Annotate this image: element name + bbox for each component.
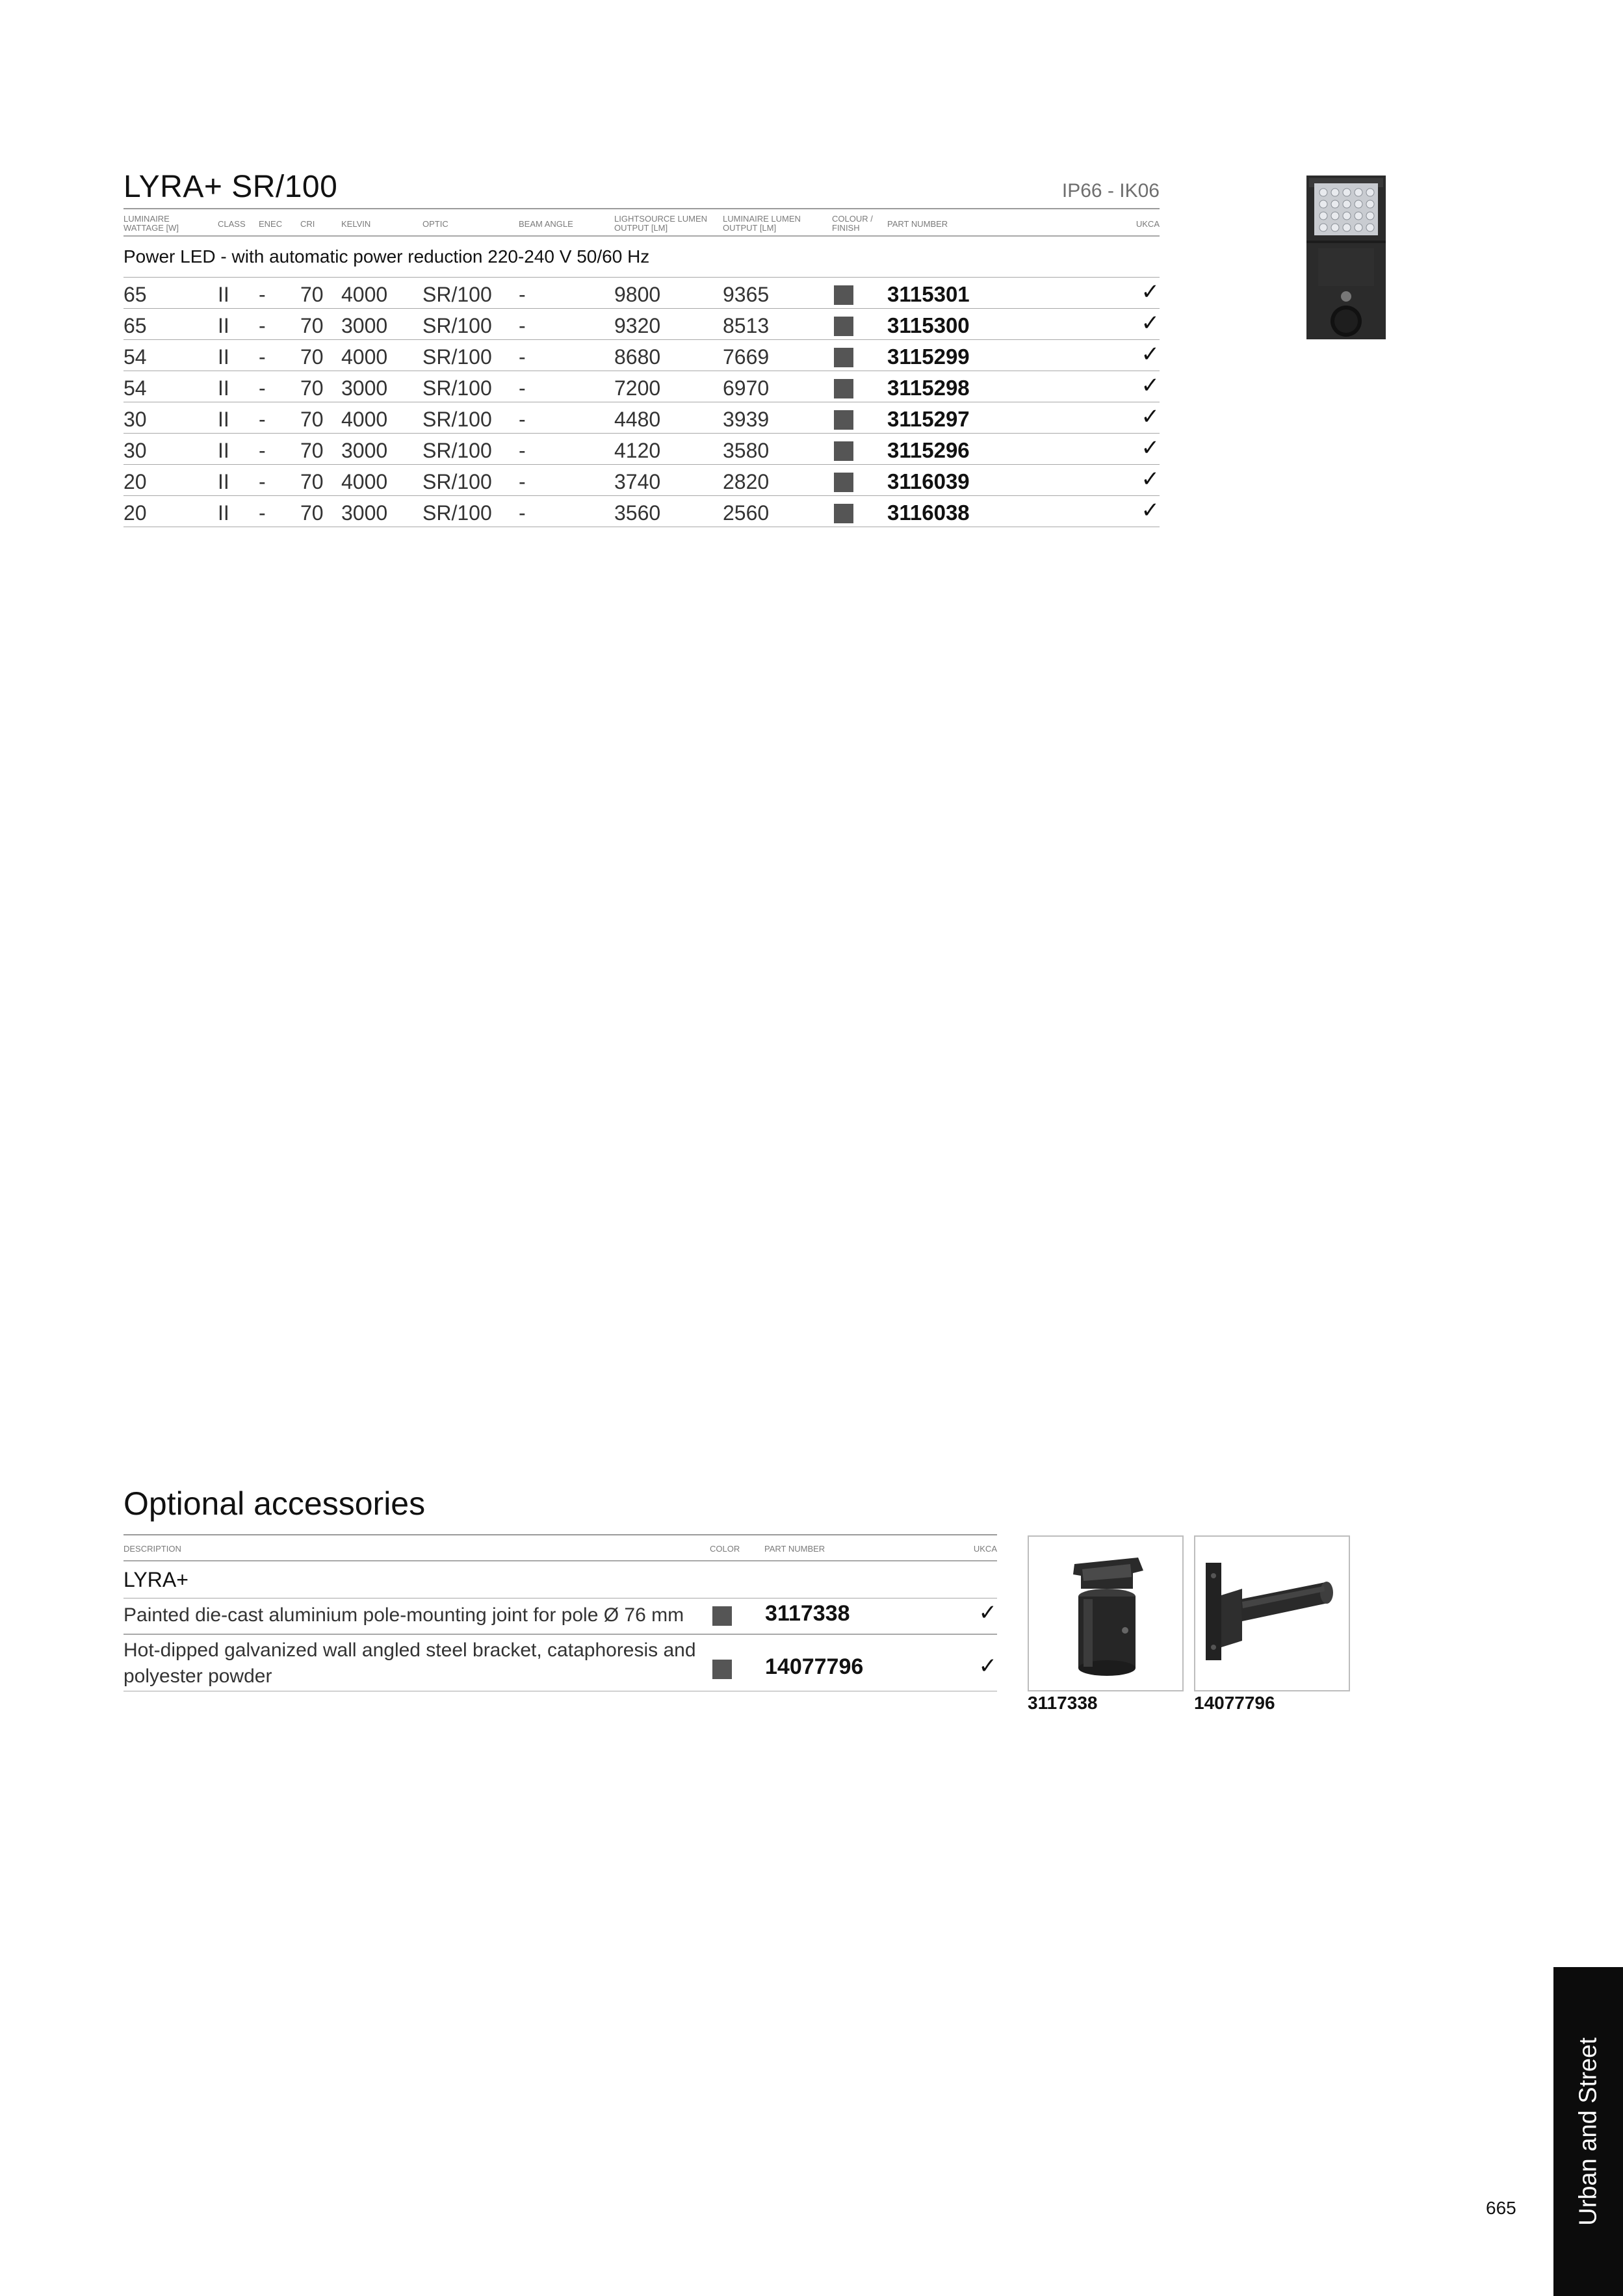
wattage-cell: 65: [123, 314, 147, 337]
page-number: 665: [1486, 2198, 1516, 2218]
acc-header-ukca: UKCA: [973, 1544, 997, 1554]
optic-cell: SR/100: [422, 501, 492, 525]
header-ukca: UKCA: [1136, 219, 1160, 229]
finish-swatch: [834, 473, 853, 492]
product-table: [123, 208, 1160, 527]
ukca-check-icon: ✓: [978, 1653, 997, 1678]
table-row: [123, 465, 1160, 495]
class-cell: II: [218, 283, 229, 306]
enec-cell: -: [259, 470, 266, 493]
part-number-cell: 3116039: [887, 469, 970, 493]
cri-cell: 70: [300, 439, 324, 462]
ukca-check-icon: ✓: [1141, 373, 1160, 398]
beam-angle-cell: -: [519, 376, 526, 400]
ukca-check-icon: ✓: [1141, 498, 1160, 523]
wattage-cell: 30: [123, 408, 147, 431]
kelvin-cell: 3000: [341, 376, 388, 400]
enec-cell: -: [259, 345, 266, 369]
beam-angle-cell: -: [519, 283, 526, 306]
table-row: [123, 402, 1160, 433]
beam-angle-cell: -: [519, 439, 526, 462]
optic-cell: SR/100: [422, 439, 492, 462]
finish-swatch: [834, 504, 853, 523]
optic-cell: SR/100: [422, 408, 492, 431]
beam-angle-cell: -: [519, 408, 526, 431]
class-cell: II: [218, 439, 229, 462]
acc-header-color: COLOR: [710, 1544, 740, 1554]
enec-cell: -: [259, 501, 266, 525]
row-rule: [123, 527, 1160, 528]
header-optic: OPTIC: [422, 219, 448, 229]
beam-angle-cell: -: [519, 345, 526, 369]
header-colour-finish: COLOUR / FINISH: [832, 214, 873, 233]
finish-swatch: [834, 285, 853, 305]
luminaire-lumen-cell: 3580: [723, 439, 770, 462]
accessory-image-pole-joint: [1028, 1535, 1184, 1691]
acc-header-description: DESCRIPTION: [123, 1544, 181, 1554]
optic-cell: SR/100: [422, 345, 492, 369]
finish-swatch: [834, 379, 853, 398]
kelvin-cell: 4000: [341, 470, 388, 493]
beam-angle-cell: -: [519, 314, 526, 337]
kelvin-cell: 4000: [341, 408, 388, 431]
luminaire-lumen-cell: 2820: [723, 470, 770, 493]
accessory-image-wall-bracket: [1194, 1535, 1350, 1691]
cri-cell: 70: [300, 283, 324, 306]
cri-cell: 70: [300, 345, 324, 369]
finish-swatch: [834, 317, 853, 336]
acc-group-title: LYRA+: [123, 1567, 188, 1591]
color-swatch: [712, 1606, 732, 1626]
acc-header-part-number: PART NUMBER: [764, 1544, 825, 1554]
ukca-check-icon: ✓: [1141, 404, 1160, 429]
wattage-cell: 54: [123, 376, 147, 400]
accessories-title: Optional accessories: [123, 1485, 426, 1522]
kelvin-cell: 4000: [341, 283, 388, 306]
luminaire-lumen-cell: 2560: [723, 501, 770, 525]
product-rows: [123, 278, 1160, 527]
row-rule: [123, 1691, 997, 1692]
kelvin-cell: 3000: [341, 501, 388, 525]
lightsource-lumen-cell: 7200: [614, 376, 661, 400]
group-title: Power LED - with automatic power reduction 220-240 V 50/60 Hz: [123, 246, 650, 267]
accessory-row: [123, 1635, 997, 1691]
lightsource-lumen-cell: 9800: [614, 283, 661, 306]
class-cell: II: [218, 345, 229, 369]
part-number-cell: 3115298: [887, 376, 970, 400]
header-lightsource-lumen: LIGHTSOURCE LUMEN OUTPUT [LM]: [614, 214, 708, 233]
optic-cell: SR/100: [422, 283, 492, 306]
optic-cell: SR/100: [422, 376, 492, 400]
enec-cell: -: [259, 314, 266, 337]
class-cell: II: [218, 470, 229, 493]
accessories-table: [123, 1534, 997, 1691]
table-row: [123, 340, 1160, 371]
part-number-cell: 3115297: [887, 407, 970, 431]
lightsource-lumen-cell: 4120: [614, 439, 661, 462]
ukca-check-icon: ✓: [978, 1600, 997, 1625]
luminaire-lumen-cell: 7669: [723, 345, 770, 369]
product-image: [1306, 176, 1386, 339]
lightsource-lumen-cell: 4480: [614, 408, 661, 431]
part-number-cell: 3115301: [887, 282, 970, 306]
lightsource-lumen-cell: 8680: [614, 345, 661, 369]
ukca-check-icon: ✓: [1141, 342, 1160, 367]
class-cell: II: [218, 376, 229, 400]
cri-cell: 70: [300, 408, 324, 431]
optic-cell: SR/100: [422, 314, 492, 337]
enec-cell: -: [259, 408, 266, 431]
section-tab: [1553, 1967, 1623, 2296]
luminaire-lumen-cell: 6970: [723, 376, 770, 400]
accessory-description: Hot-dipped galvanized wall angled steel bracket, cataphoresis and: [123, 1639, 696, 1661]
header-luminaire-lumen: LUMINAIRE LUMEN OUTPUT [LM]: [723, 214, 801, 233]
color-swatch: [712, 1660, 732, 1679]
wattage-cell: 54: [123, 345, 147, 369]
lightsource-lumen-cell: 3740: [614, 470, 661, 493]
lightsource-lumen-cell: 3560: [614, 501, 661, 525]
class-cell: II: [218, 501, 229, 525]
class-cell: II: [218, 314, 229, 337]
table-row: [123, 309, 1160, 339]
finish-swatch: [834, 441, 853, 461]
finish-swatch: [834, 348, 853, 367]
wattage-cell: 20: [123, 501, 147, 525]
accessory-description-line2: polyester powder: [123, 1665, 272, 1687]
part-number-cell: 3115299: [887, 345, 970, 369]
cri-cell: 70: [300, 314, 324, 337]
wattage-cell: 65: [123, 283, 147, 306]
header-part-number: PART NUMBER: [887, 219, 948, 229]
part-number-cell: 3115296: [887, 438, 970, 462]
beam-angle-cell: -: [519, 501, 526, 525]
acc-table-header: [123, 1535, 997, 1560]
table-row: [123, 371, 1160, 402]
lightsource-lumen-cell: 9320: [614, 314, 661, 337]
kelvin-cell: 4000: [341, 345, 388, 369]
wattage-cell: 30: [123, 439, 147, 462]
part-number-cell: 3115300: [887, 313, 970, 337]
table-row: [123, 496, 1160, 527]
protection-rating: IP66 - IK06: [1061, 180, 1160, 202]
class-cell: II: [218, 408, 229, 431]
accessory-part-number: 3117338: [765, 1601, 850, 1626]
cri-cell: 70: [300, 501, 324, 525]
section-tab-label: Urban and Street: [1574, 2037, 1602, 2226]
accessory-part-number: 14077796: [765, 1654, 864, 1679]
header-wattage: LUMINAIRE WATTAGE [W]: [123, 214, 179, 233]
table-row: [123, 434, 1160, 464]
optic-cell: SR/100: [422, 470, 492, 493]
accessory-row: [123, 1598, 997, 1634]
cri-cell: 70: [300, 470, 324, 493]
luminaire-lumen-cell: 9365: [723, 283, 770, 306]
luminaire-lumen-cell: 3939: [723, 408, 770, 431]
ukca-check-icon: ✓: [1141, 311, 1160, 335]
ukca-check-icon: ✓: [1141, 280, 1160, 304]
enec-cell: -: [259, 439, 266, 462]
kelvin-cell: 3000: [341, 314, 388, 337]
table-row: [123, 278, 1160, 308]
luminaire-lumen-cell: 8513: [723, 314, 770, 337]
header-kelvin: KELVIN: [341, 219, 371, 229]
cri-cell: 70: [300, 376, 324, 400]
header-enec: ENEC: [259, 219, 283, 229]
beam-angle-cell: -: [519, 470, 526, 493]
table-header: [123, 209, 1160, 235]
part-number-cell: 3116038: [887, 501, 970, 525]
header-cri: CRI: [300, 219, 315, 229]
ukca-check-icon: ✓: [1141, 467, 1160, 491]
ukca-check-icon: ✓: [1141, 436, 1160, 460]
header-beam-angle: BEAM ANGLE: [519, 219, 573, 229]
enec-cell: -: [259, 283, 266, 306]
accessory-caption: 3117338: [1028, 1693, 1098, 1713]
accessory-description: Painted die-cast aluminium pole-mounting joint for pole Ø 76 mm: [123, 1604, 684, 1626]
kelvin-cell: 3000: [341, 439, 388, 462]
wattage-cell: 20: [123, 470, 147, 493]
finish-swatch: [834, 410, 853, 430]
accessory-caption: 14077796: [1194, 1693, 1275, 1713]
header-class: CLASS: [218, 219, 246, 229]
enec-cell: -: [259, 376, 266, 400]
product-title: LYRA+ SR/100: [123, 170, 338, 204]
